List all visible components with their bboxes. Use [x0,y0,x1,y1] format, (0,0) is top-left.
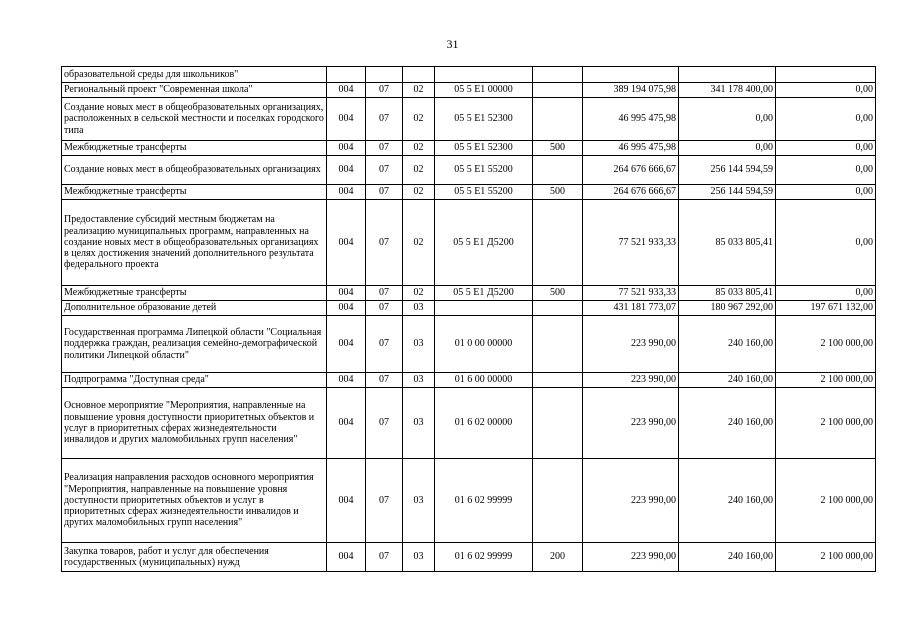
section-code: 07 [366,459,403,543]
row-name: Межбюджетные трансферты [62,185,327,200]
amount-year-1: 223 990,00 [583,316,679,373]
target-article-code: 05 5 Е1 00000 [435,83,533,98]
amount-year-2: 256 144 594,59 [679,185,776,200]
subsection-code: 02 [403,141,435,156]
amount-year-2: 256 144 594,59 [679,156,776,185]
section-code: 07 [366,286,403,301]
amount-year-2: 240 160,00 [679,373,776,388]
section-code: 07 [366,141,403,156]
table-row [62,286,876,301]
subsection-code: 02 [403,200,435,286]
section-code [366,67,403,83]
table-row [62,388,876,459]
row-name: Предоставление субсидий местным бюджетам на реализацию муниципальных программ, направленных на создание новых мест в общеобразовательных организациях в целях достижения значений дополнительного результата федерального проекта [62,200,327,286]
section-code: 07 [366,301,403,316]
row-name: Дополнительное образование детей [62,301,327,316]
expense-type-code [533,388,583,459]
amount-year-1: 223 990,00 [583,373,679,388]
row-name: Создание новых мест в общеобразовательных организациях, расположенных в сельской местности и поселках городского типа [62,98,327,141]
target-article-code: 05 5 Е1 Д5200 [435,200,533,286]
table-row [62,98,876,141]
target-article-code: 05 5 Е1 55200 [435,185,533,200]
ministry-code: 004 [327,83,366,98]
row-name: Основное мероприятие "Мероприятия, направленные на повышение уровня доступности приоритетных объектов и услуг в приоритетных сферах жизнедеятельности инвалидов и других маломобильных групп населения" [62,388,327,459]
ministry-code: 004 [327,286,366,301]
amount-year-3: 197 671 132,00 [776,301,876,316]
subsection-code: 03 [403,543,435,572]
amount-year-3: 0,00 [776,286,876,301]
amount-year-1: 223 990,00 [583,543,679,572]
amount-year-2 [679,67,776,83]
section-code: 07 [366,543,403,572]
expense-type-code [533,459,583,543]
row-name: Реализация направления расходов основного мероприятия "Мероприятия, направленные на повышение уровня доступности приоритетных объектов и услуг в приоритетных сферах жизнедеятельности инвалидов и других маломобильных групп населения" [62,459,327,543]
amount-year-1: 264 676 666,67 [583,156,679,185]
row-name: Создание новых мест в общеобразовательных организациях [62,156,327,185]
amount-year-3: 0,00 [776,83,876,98]
amount-year-3: 0,00 [776,141,876,156]
target-article-code: 01 6 02 00000 [435,388,533,459]
ministry-code: 004 [327,543,366,572]
row-name: Закупка товаров, работ и услуг для обеспечения государственных (муниципальных) нужд [62,543,327,572]
expense-type-code [533,67,583,83]
table-row [62,301,876,316]
expense-type-code: 200 [533,543,583,572]
expense-type-code [533,316,583,373]
ministry-code: 004 [327,388,366,459]
ministry-code [327,67,366,83]
expense-type-code: 500 [533,286,583,301]
table-row [62,459,876,543]
expense-type-code [533,200,583,286]
target-article-code: 01 6 02 99999 [435,459,533,543]
table-row [62,543,876,572]
ministry-code: 004 [327,373,366,388]
row-name: Подпрограмма "Доступная среда" [62,373,327,388]
ministry-code: 004 [327,98,366,141]
amount-year-3: 2 100 000,00 [776,316,876,373]
table-row [62,156,876,185]
ministry-code: 004 [327,200,366,286]
ministry-code: 004 [327,316,366,373]
section-code: 07 [366,316,403,373]
section-code: 07 [366,83,403,98]
section-code: 07 [366,156,403,185]
amount-year-2: 180 967 292,00 [679,301,776,316]
target-article-code: 05 5 Е1 55200 [435,156,533,185]
expense-type-code [533,156,583,185]
amount-year-1: 46 995 475,98 [583,98,679,141]
target-article-code: 01 0 00 00000 [435,316,533,373]
ministry-code: 004 [327,459,366,543]
section-code: 07 [366,98,403,141]
target-article-code: 05 5 Е1 52300 [435,141,533,156]
subsection-code: 03 [403,459,435,543]
subsection-code: 03 [403,373,435,388]
target-article-code: 05 5 Е1 52300 [435,98,533,141]
amount-year-1: 46 995 475,98 [583,141,679,156]
row-name: образовательной среды для школьников" [62,67,327,83]
page-number: 31 [446,37,459,51]
amount-year-2: 85 033 805,41 [679,200,776,286]
subsection-code: 03 [403,388,435,459]
target-article-code: 01 6 02 99999 [435,543,533,572]
subsection-code: 03 [403,316,435,373]
amount-year-1 [583,67,679,83]
section-code: 07 [366,388,403,459]
amount-year-1: 223 990,00 [583,459,679,543]
amount-year-1: 223 990,00 [583,388,679,459]
amount-year-2: 240 160,00 [679,388,776,459]
amount-year-2: 240 160,00 [679,316,776,373]
section-code: 07 [366,373,403,388]
table-body [62,67,876,572]
amount-year-3: 2 100 000,00 [776,388,876,459]
target-article-code: 01 6 00 00000 [435,373,533,388]
table-row [62,83,876,98]
amount-year-1: 431 181 773,07 [583,301,679,316]
target-article-code [435,301,533,316]
amount-year-1: 389 194 075,98 [583,83,679,98]
amount-year-1: 264 676 666,67 [583,185,679,200]
subsection-code [403,67,435,83]
section-code: 07 [366,185,403,200]
ministry-code: 004 [327,301,366,316]
target-article-code [435,67,533,83]
subsection-code: 02 [403,98,435,141]
amount-year-3: 0,00 [776,200,876,286]
subsection-code: 02 [403,185,435,200]
row-name: Региональный проект "Современная школа" [62,83,327,98]
amount-year-2: 240 160,00 [679,543,776,572]
target-article-code: 05 5 Е1 Д5200 [435,286,533,301]
amount-year-3: 2 100 000,00 [776,459,876,543]
amount-year-3: 0,00 [776,185,876,200]
expense-type-code [533,83,583,98]
expense-type-code [533,98,583,141]
ministry-code: 004 [327,185,366,200]
amount-year-2: 341 178 400,00 [679,83,776,98]
amount-year-3: 2 100 000,00 [776,373,876,388]
ministry-code: 004 [327,141,366,156]
amount-year-2: 0,00 [679,98,776,141]
table-row [62,67,876,83]
amount-year-3: 2 100 000,00 [776,543,876,572]
amount-year-1: 77 521 933,33 [583,286,679,301]
row-name: Межбюджетные трансферты [62,141,327,156]
ministry-code: 004 [327,156,366,185]
table-row [62,200,876,286]
table-row [62,185,876,200]
subsection-code: 02 [403,156,435,185]
expense-type-code: 500 [533,185,583,200]
expense-type-code [533,301,583,316]
section-code: 07 [366,200,403,286]
amount-year-2: 0,00 [679,141,776,156]
amount-year-3 [776,67,876,83]
row-name: Межбюджетные трансферты [62,286,327,301]
subsection-code: 02 [403,286,435,301]
amount-year-2: 85 033 805,41 [679,286,776,301]
subsection-code: 02 [403,83,435,98]
subsection-code: 03 [403,301,435,316]
table-row [62,373,876,388]
expense-type-code [533,373,583,388]
table-row [62,141,876,156]
budget-table [61,66,876,572]
amount-year-3: 0,00 [776,98,876,141]
amount-year-3: 0,00 [776,156,876,185]
expense-type-code: 500 [533,141,583,156]
amount-year-2: 240 160,00 [679,459,776,543]
row-name: Государственная программа Липецкой области "Социальная поддержка граждан, реализация семейно-демографической политики Липецкой области" [62,316,327,373]
amount-year-1: 77 521 933,33 [583,200,679,286]
table-row [62,316,876,373]
